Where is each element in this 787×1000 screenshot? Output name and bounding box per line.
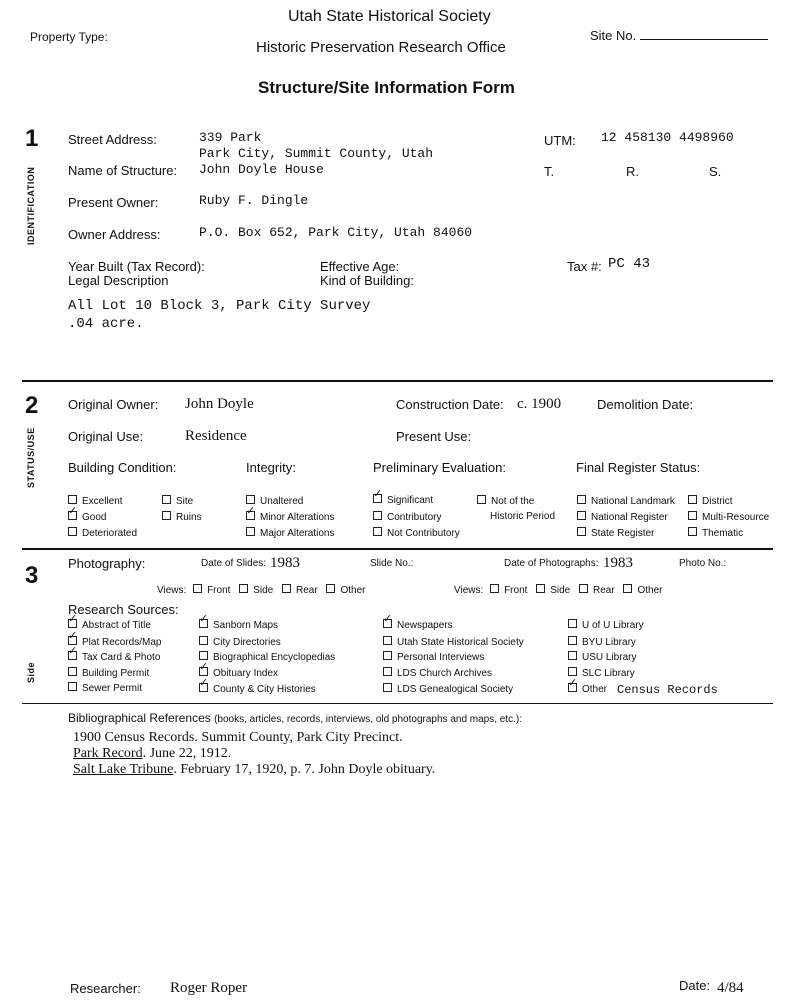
checkbox-excellent[interactable]: Excellent: [68, 495, 123, 507]
checkbox-sanborn-maps[interactable]: ✓Sanborn Maps: [199, 619, 278, 631]
date-label: Date:: [679, 978, 711, 993]
checkbox-lds-church-archives[interactable]: LDS Church Archives: [383, 667, 492, 679]
checkbox-box: [373, 511, 382, 520]
checkbox-utah-state-historical-society[interactable]: Utah State Historical Society: [383, 636, 524, 648]
checkbox-sewer-permit[interactable]: Sewer Permit: [68, 682, 142, 694]
checkbox-box: [688, 495, 697, 504]
slide-views-label: Views:: [157, 585, 187, 596]
checkbox-tax-card[interactable]: ✓Tax Card & Photo: [68, 651, 160, 663]
checkbox-box-checked: [199, 619, 208, 628]
photo-view-rear-box[interactable]: [579, 584, 588, 593]
owner-address-value: P.O. Box 652, Park City, Utah 84060: [199, 225, 473, 240]
section-divider-3: [22, 703, 773, 704]
checkbox-box: [383, 683, 392, 692]
legal-description-line-1: All Lot 10 Block 3, Park City Survey: [68, 298, 371, 314]
year-built-label: Year Built (Tax Record):: [68, 259, 205, 274]
reference-2-title: Park Record: [73, 746, 143, 761]
checkbox-box-checked: [68, 651, 77, 660]
date-of-slides-label: Date of Slides:: [201, 558, 267, 569]
checkbox-byu-library[interactable]: BYU Library: [568, 636, 636, 648]
checkbox-box: [162, 511, 171, 520]
present-owner-label: Present Owner:: [68, 195, 159, 210]
original-owner-label: Original Owner:: [68, 397, 159, 412]
reference-3-title: Salt Lake Tribune: [73, 762, 174, 777]
checkbox-significant[interactable]: ✓Significant: [373, 494, 433, 506]
slide-no-label: Slide No.:: [370, 558, 414, 569]
researcher-label: Researcher:: [70, 981, 141, 996]
slide-view-other-box[interactable]: [326, 584, 335, 593]
biblio-label-text: Bibliographical References: [68, 711, 211, 725]
checkbox-box: [162, 495, 171, 504]
checkbox-lds-genealogical-society[interactable]: LDS Genealogical Society: [383, 683, 513, 695]
checkbox-other-source[interactable]: ✓Other: [568, 683, 607, 695]
utm-value: 12 458130 4498960: [601, 130, 734, 145]
building-condition-label: Building Condition:: [68, 460, 177, 475]
photo-view-front-box[interactable]: [490, 584, 499, 593]
checkbox-box: [246, 495, 255, 504]
checkbox-usu-library[interactable]: USU Library: [568, 651, 636, 663]
site-no-label: Site No.: [590, 28, 768, 43]
reference-1: 1900 Census Records. Summit County, Park City Precinct.: [73, 730, 403, 745]
checkbox-box-checked: [199, 667, 208, 676]
checkbox-box-checked: [373, 494, 382, 503]
checkbox-box: [373, 527, 382, 536]
section-number-2: 2: [25, 392, 39, 419]
checkbox-box: [477, 495, 486, 504]
date-value: 4/84: [717, 980, 744, 996]
checkbox-box: [577, 511, 586, 520]
checkbox-box-checked: [68, 619, 77, 628]
slide-view-rear-label: Rear: [295, 585, 318, 596]
section-divider-1: [22, 380, 773, 382]
slide-view-side-label: Side: [253, 585, 274, 596]
tax-number-value: PC 43: [608, 256, 651, 272]
legal-description-line-2: .04 acre.: [68, 316, 144, 332]
preliminary-evaluation-label: Preliminary Evaluation:: [373, 460, 506, 475]
checkbox-thematic[interactable]: Thematic: [688, 527, 743, 539]
street-address-line-1: 339 Park: [199, 130, 262, 145]
form-title: Structure/Site Information Form: [258, 78, 515, 97]
present-owner-value: Ruby F. Dingle: [199, 193, 309, 208]
photo-views: [454, 584, 662, 596]
photo-view-side-box[interactable]: [536, 584, 545, 593]
date-of-photos-label: Date of Photographs:: [504, 558, 599, 569]
reference-2: [73, 746, 231, 762]
slide-view-other-label: Other: [340, 585, 366, 596]
checkbox-site[interactable]: Site: [162, 495, 193, 507]
original-owner-value: John Doyle: [185, 396, 254, 412]
checkbox-box: [383, 636, 392, 645]
checkbox-multi-resource[interactable]: Multi-Resource: [688, 511, 769, 523]
effective-age-label: Effective Age:: [320, 259, 400, 274]
construction-date-label: Construction Date:: [396, 397, 504, 412]
checkbox-contributory[interactable]: Contributory: [373, 511, 441, 523]
bibliographical-references-label: [68, 711, 522, 725]
researcher-value: Roger Roper: [170, 980, 248, 996]
owner-address-label: Owner Address:: [68, 227, 161, 242]
slide-view-side-box[interactable]: [239, 584, 248, 593]
checkbox-box-checked: [68, 636, 77, 645]
present-use-label: Present Use:: [396, 429, 472, 444]
checkbox-district[interactable]: District: [688, 495, 733, 507]
slide-view-front-label: Front: [207, 585, 231, 596]
reference-3: [73, 762, 435, 778]
checkbox-biographical-encyclopedias[interactable]: Biographical Encyclopedias: [199, 651, 335, 663]
photo-view-rear-label: Rear: [592, 585, 615, 596]
checkbox-minor-alterations[interactable]: ✓Minor Alterations: [246, 511, 334, 523]
photography-label: Photography:: [68, 556, 146, 571]
checkbox-box: [577, 495, 586, 504]
checkbox-not-contributory[interactable]: Not Contributory: [373, 527, 460, 539]
slide-view-front-box[interactable]: [193, 584, 202, 593]
checkbox-box-checked: [68, 511, 77, 520]
date-of-photos-value: 1983: [603, 555, 633, 571]
section-divider-2: [22, 548, 773, 550]
checkbox-personal-interviews[interactable]: Personal Interviews: [383, 651, 484, 663]
checkbox-box: [568, 667, 577, 676]
section-1-side-label: IDENTIFICATION: [26, 166, 36, 245]
section-2-side-label: STATUS/USE: [26, 427, 36, 488]
photo-view-front-label: Front: [504, 585, 528, 596]
checkbox-slc-library[interactable]: SLC Library: [568, 667, 635, 679]
checkbox-newspapers[interactable]: ✓Newspapers: [383, 619, 453, 631]
demolition-date-label: Demolition Date:: [597, 397, 694, 412]
office-title: Historic Preservation Research Office: [256, 39, 506, 56]
photo-no-label: Photo No.:: [679, 558, 727, 569]
checkbox-national-landmark[interactable]: National Landmark: [577, 495, 675, 507]
checkbox-ruins[interactable]: Ruins: [162, 511, 202, 523]
research-sources-label: Research Sources:: [68, 602, 179, 617]
checkbox-box-checked: [246, 511, 255, 520]
checkbox-abstract-of-title[interactable]: ✓Abstract of Title: [68, 619, 151, 631]
construction-date-value: c. 1900: [517, 396, 562, 412]
checkbox-not-historic[interactable]: Not of the: [477, 495, 534, 507]
slide-views: [157, 584, 365, 596]
integrity-label: Integrity:: [246, 460, 296, 475]
other-source-value: Census Records: [617, 683, 718, 697]
checkbox-box: [577, 527, 586, 536]
checkbox-box: [68, 667, 77, 676]
checkbox-national-register[interactable]: National Register: [577, 511, 668, 523]
reference-3-rest: . February 17, 1920, p. 7. John Doyle obituary.: [173, 762, 436, 777]
not-historic-period-label: Historic Period: [490, 511, 556, 522]
checkbox-box-checked: [568, 683, 577, 692]
property-type-label: Property Type:: [30, 30, 108, 44]
tax-number-label: Tax #:: [567, 259, 602, 274]
utm-label: UTM:: [544, 133, 576, 148]
checkbox-box: [568, 651, 577, 660]
checkbox-major-alterations[interactable]: Major Alterations: [246, 527, 334, 539]
date-of-slides-value: 1983: [270, 555, 300, 571]
photo-views-label: Views:: [454, 585, 484, 596]
range-label: R.: [626, 164, 639, 179]
street-address-line-2: Park City, Summit County, Utah: [199, 146, 434, 161]
photo-view-side-label: Side: [550, 585, 571, 596]
checkbox-state-register[interactable]: State Register: [577, 527, 654, 539]
street-address-label: Street Address:: [68, 132, 157, 147]
checkbox-box: [68, 495, 77, 504]
original-use-label: Original Use:: [68, 429, 144, 444]
photo-view-other-box[interactable]: [623, 584, 632, 593]
checkbox-box: [383, 651, 392, 660]
checkbox-obituary-index[interactable]: ✓Obituary Index: [199, 667, 278, 679]
checkbox-box: [688, 511, 697, 520]
checkbox-box-checked: [383, 619, 392, 628]
checkbox-box: [68, 682, 77, 691]
township-label: T.: [544, 164, 555, 179]
checkbox-box: [199, 636, 208, 645]
checkbox-plat-records[interactable]: ✓Plat Records/Map: [68, 636, 161, 648]
section-label: S.: [709, 164, 722, 179]
checkbox-deteriorated[interactable]: Deteriorated: [68, 527, 137, 539]
org-title: Utah State Historical Society: [288, 8, 491, 25]
checkbox-box: [68, 527, 77, 536]
checkbox-box: [688, 527, 697, 536]
kind-of-building-label: Kind of Building:: [320, 273, 414, 288]
structure-name-label: Name of Structure:: [68, 163, 178, 178]
checkbox-box: [568, 636, 577, 645]
checkbox-u-of-u-library[interactable]: U of U Library: [568, 619, 644, 631]
checkbox-building-permit[interactable]: Building Permit: [68, 667, 149, 679]
checkbox-box: [199, 651, 208, 660]
checkbox-unaltered[interactable]: Unaltered: [246, 495, 303, 507]
checkbox-box-checked: [199, 683, 208, 692]
checkbox-box: [383, 667, 392, 676]
legal-description-label: Legal Description: [68, 273, 169, 288]
reference-2-rest: . June 22, 1912.: [142, 746, 232, 761]
section-number-3: 3: [25, 562, 39, 589]
checkbox-box: [246, 527, 255, 536]
section-3-side-label: Side: [26, 661, 36, 683]
structure-name-value: John Doyle House: [199, 162, 324, 177]
final-register-label: Final Register Status:: [576, 460, 701, 475]
biblio-note-text: (books, articles, records, interviews, old photographs and maps, etc.):: [214, 714, 523, 725]
slide-view-rear-box[interactable]: [282, 584, 291, 593]
checkbox-box: [568, 619, 577, 628]
checkbox-city-directories[interactable]: City Directories: [199, 636, 281, 648]
section-number-1: 1: [25, 125, 39, 152]
original-use-value: Residence: [185, 428, 247, 444]
checkbox-good[interactable]: ✓Good: [68, 511, 106, 523]
checkbox-county-city-histories[interactable]: ✓County & City Histories: [199, 683, 316, 695]
photo-view-other-label: Other: [637, 585, 663, 596]
